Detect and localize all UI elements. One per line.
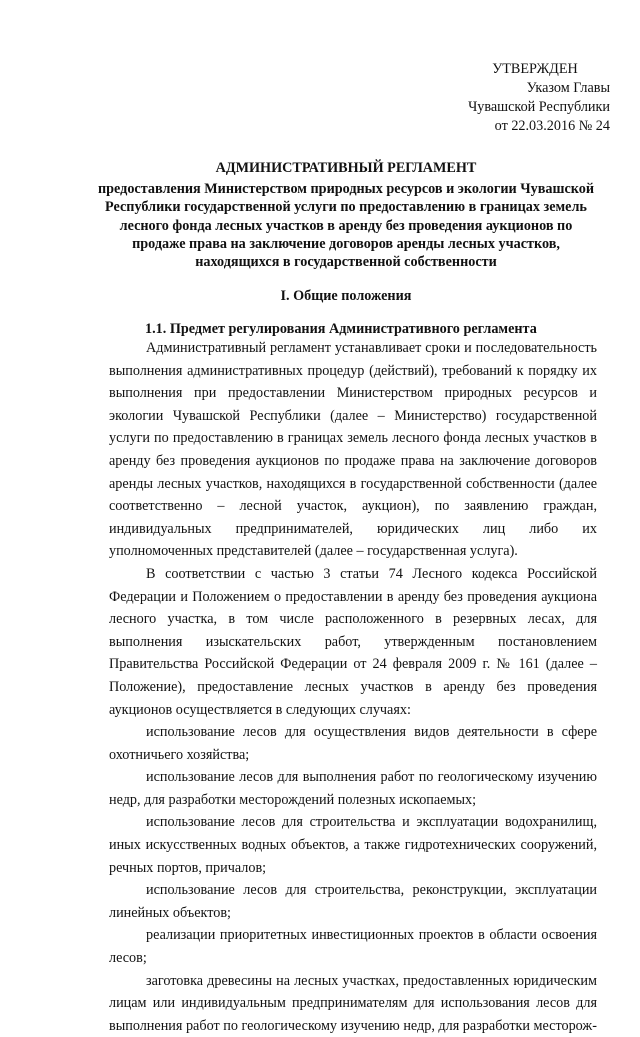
document-title-block	[96, 158, 596, 271]
section-heading: I. Общие положения	[280, 288, 412, 304]
list-item: использование лесов для строительства, реконструкции, эксплуатации линейных объектов;	[109, 882, 597, 921]
list-item: заготовка древесины на лесных участках, предоставленных юридическим лицам или индивидуальным предпринимателям для использования лесов для выполнения работ по геологическому изучению недр, для разработки месторож-	[109, 972, 597, 1034]
approval-heading: УТВЕРЖДЕН	[492, 61, 578, 77]
list-item: использование лесов для выполнения работ по геологическому изучению недр, для разработки месторождений полезных ископаемых;	[109, 769, 597, 808]
approval-line-republic: Чувашской Республики	[468, 99, 610, 115]
paragraph: Административный регламент устанавливает сроки и последовательность выполнения административных процедур (действий), требований к порядку их выполнения при предоставлении Министерством природных ресурсов и экологии Чувашской Республики (далее – Министерство) государственной услуги по предоставлению в границах земель лесного фонда лесных участков в аренду без проведения аукционов по продаже права на заключение договоров аренды лесных участков, находящихся в государственной собственности (далее соответственно – лесной участок, аукцион), по заявлению граждан, индивидуальных предпринимателей, юридических лиц либо их уполномоченных представителей (далее – государственная услуга).	[109, 340, 597, 560]
approval-line-date-number: от 22.03.2016 № 24	[494, 118, 610, 134]
body-text	[109, 337, 597, 1037]
paragraph: В соответствии с частью 3 статьи 74 Лесного кодекса Российской Федерации и Положением о предоставлении в аренду без проведения аукциона лесного участка, в том числе расположенного в резервных лесах, для выполнения изыскательских работ, утвержденным постановлением Правительства Российской Федерации от 24 февраля 2009 г. № 161 (далее – Положение), предоставление лесных участков в аренду без проведения аукционов осуществляется в следующих случаях:	[109, 565, 597, 718]
document-subtitle: предоставления Министерством природных ресурсов и экологии Чувашской Республики государственной услуги по предоставлению в границах земель лесного фонда лесных участков в аренду без проведения аукционов по продаже права на заключение договоров аренды лесных участков, находящихся в государственной собственности	[97, 181, 595, 271]
subsection-heading: 1.1. Предмет регулирования Административного регламента	[145, 321, 537, 337]
document-title: АДМИНИСТРАТИВНЫЙ РЕГЛАМЕНТ	[215, 160, 477, 176]
list-item: использование лесов для осуществления видов деятельности в сфере охотничьего хозяйства;	[109, 724, 597, 763]
list-item: реализации приоритетных инвестиционных проектов в области освоения лесов;	[109, 927, 597, 967]
approval-line-decree: Указом Главы	[526, 80, 610, 96]
approval-stamp-block	[440, 60, 610, 136]
list-item: использование лесов для строительства и эксплуатации водохранилищ, иных искусственных водных объектов, а также гидротехнических сооружений, речных портов, причалов;	[109, 814, 597, 876]
